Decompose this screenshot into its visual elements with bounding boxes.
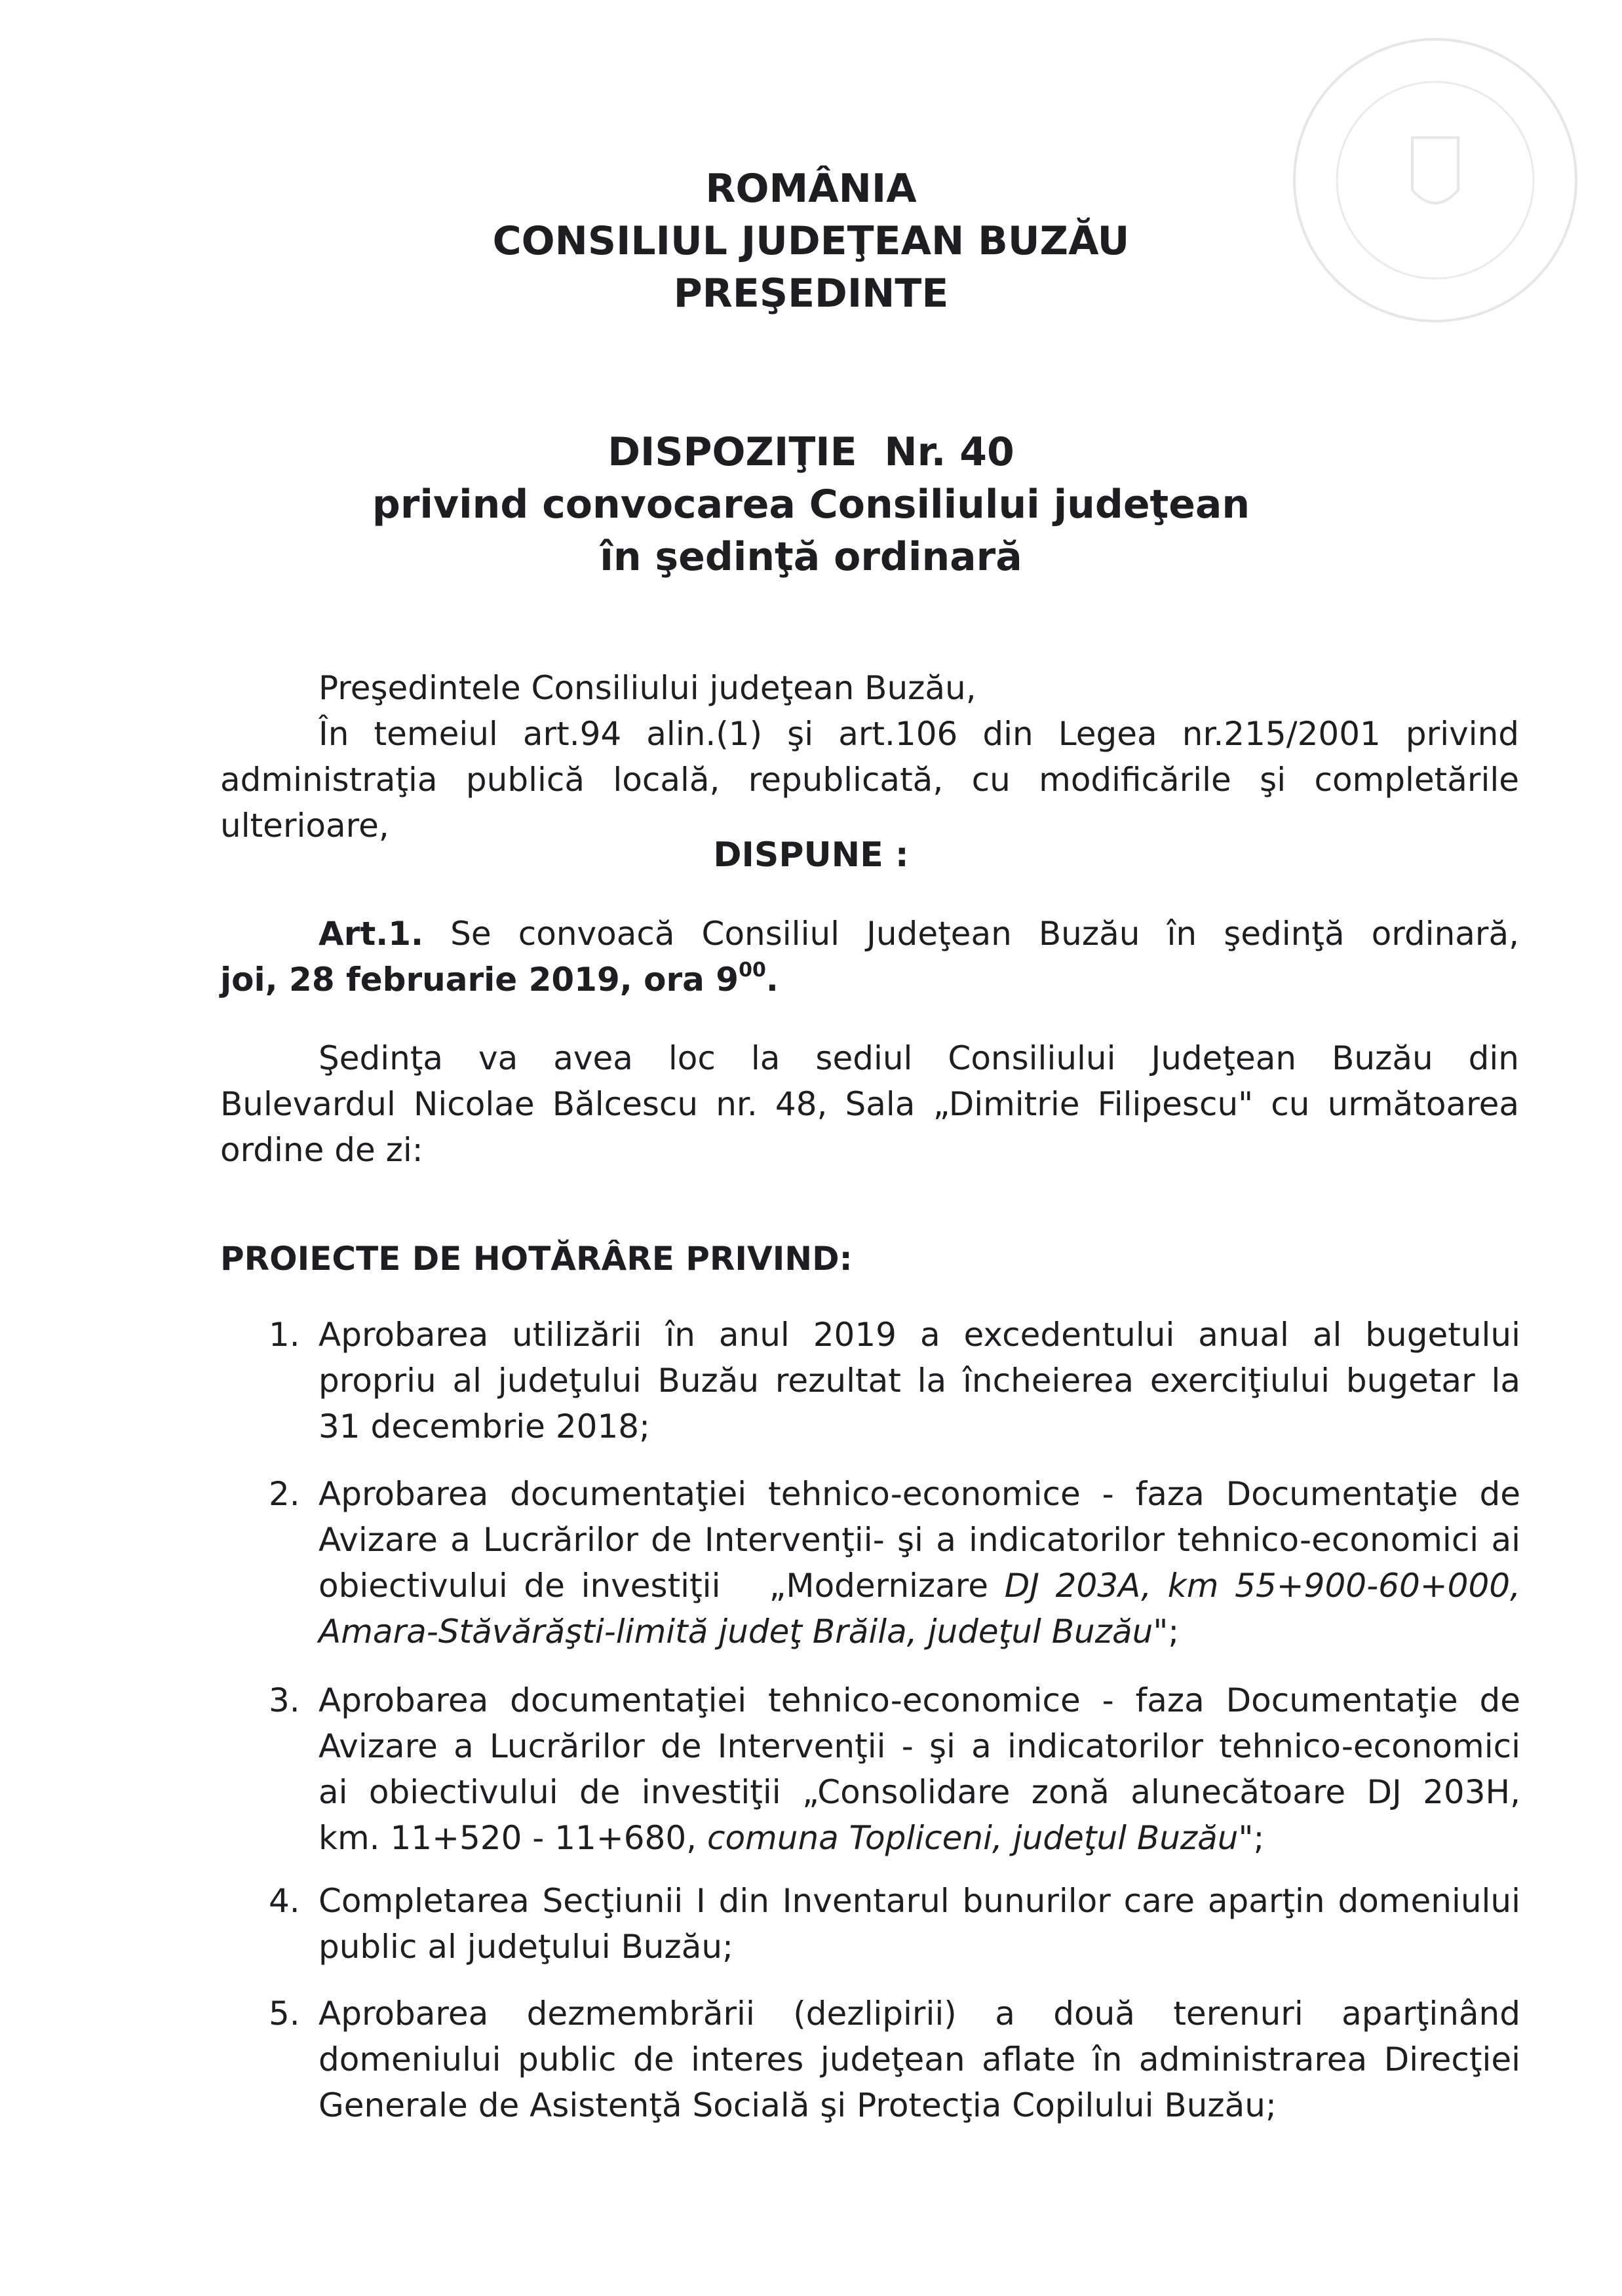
agenda-item-line: ai obiectivului de investiţii „Consolidare zonă alunecătoare DJ 203H, [319,1773,1520,1811]
intro-president: Preşedintele Consiliului judeţean Buzău, [319,669,976,707]
project-name-italic: DJ 203A, km 55+900-60+000, [1004,1567,1520,1605]
agenda-item-3 [269,1677,1520,1861]
agenda-item-text: km. 11+520 - 11+680, [319,1819,707,1857]
agenda-item-line: propriu al judeţului Buzău rezultat la încheierea exerciţiului bugetar la [319,1362,1520,1400]
agenda-item-line: Generale de Asistenţă Socială şi Protecţia Copilului Buzău; [319,2086,1277,2124]
agenda-item-number: 2. [269,1475,300,1513]
agenda-item-text: "; [1238,1819,1265,1857]
agenda-item-number: 5. [269,1995,300,2033]
agenda-item-2 [269,1471,1520,1655]
agenda-section-title: PROIECTE DE HOTĂRÂRE PRIVIND: [220,1240,853,1278]
agenda-item-line: Avizare a Lucrărilor de Intervenţii - şi a indicatorilor tehnico-economici [319,1727,1520,1765]
meeting-date-time: joi, 28 februarie 2019, ora 9 [220,961,739,999]
article-1-label: Art.1. [319,915,424,953]
agenda-item-line: Aprobarea documentaţiei tehnico-economice - faza Documentaţie de [319,1681,1520,1719]
agenda-item-line: 31 decembrie 2018; [319,1407,650,1445]
agenda-item-line [319,1563,1520,1609]
agenda-item-4 [269,1878,1520,1970]
agenda-item-line: Completarea Secţiunii I din Inventarul bunurilor care aparţin domeniului [319,1882,1520,1920]
meeting-date-end: . [765,961,779,999]
agenda-item-line: domeniului public de interes judeţean aflate în administrarea Direcţiei [319,2040,1520,2078]
intro-legal-basis-2: administraţia publică locală, republicată, cu modificările şi completările [220,761,1519,799]
location-line-2: Bulevardul Nicolae Bălcescu nr. 48, Sala „Dimitrie Filipescu" cu următoarea [220,1085,1519,1123]
location-line-3: ordine de zi: [220,1131,423,1169]
document-subtitle-1: privind convocarea Consiliului judeţean [372,482,1250,527]
agenda-item-line: public al judeţului Buzău; [319,1928,733,1966]
agenda-item-number: 3. [269,1681,300,1719]
article-1-date [220,957,1519,1003]
agenda-item-1 [269,1312,1520,1449]
header-office: PREŞEDINTE [673,271,949,316]
agenda-item-5 [269,1991,1520,2128]
document-subtitle-2: în şedinţă ordinară [600,534,1022,580]
agenda-item-line [319,1609,1520,1655]
header-council: CONSILIUL JUDEŢEAN BUZĂU [492,218,1130,264]
article-1-text: Se convoacă Consiliul Judeţean Buzău în şedinţă ordinară, [423,915,1519,953]
agenda-item-number: 1. [269,1316,300,1354]
agenda-item-number: 4. [269,1882,300,1920]
meeting-time-minutes: 00 [739,959,766,982]
agenda-item-line [319,1815,1520,1861]
header-country: ROMÂNIA [705,166,917,212]
project-name-italic: comuna Topliceni, judeţul Buzău [706,1819,1239,1857]
agenda-item-line: Aprobarea utilizării în anul 2019 a excedentului anual al bugetului [319,1316,1520,1354]
agenda-item-line: Aprobarea documentaţiei tehnico-economice - faza Documentaţie de [319,1475,1520,1513]
project-name-italic: Amara-Stăvărăşti-limită judeţ Brăila, judeţul Buzău [319,1613,1153,1651]
agenda-item-line: Avizare a Lucrărilor de Intervenţii- şi a indicatorilor tehnico-economici ai [319,1521,1520,1559]
document-title: DISPOZIŢIE Nr. 40 [608,429,1014,475]
location-line-1: Şedinţa va avea loc la sediul Consiliului Judeţean Buzău din [319,1039,1519,1077]
agenda-item-text: obiectivului de investiţii „Modernizare [319,1567,1005,1605]
dispune-heading: DISPUNE : [713,835,909,875]
agenda-item-text: "; [1153,1613,1180,1651]
intro-legal-basis-3: ulterioare, [220,807,389,845]
agenda-item-line: Aprobarea dezmembrării (dezlipirii) a două terenuri aparţinând [319,1995,1520,2033]
article-1 [220,911,1519,957]
intro-legal-basis-1: În temeiul art.94 alin.(1) şi art.106 din Legea nr.215/2001 privind [319,715,1519,753]
